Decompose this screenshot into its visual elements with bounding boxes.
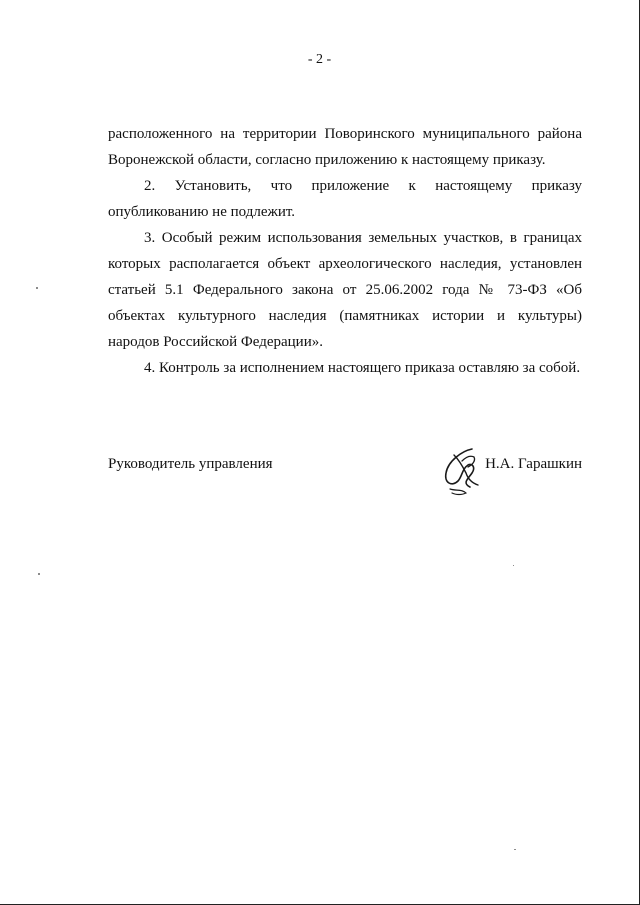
scan-speck [38,573,40,575]
scan-speck [36,287,38,289]
signatory-name: Н.А. Гарашкин [485,456,582,472]
paragraph-4: 4. Контроль за исполнением настоящего приказа оставляю за собой. [144,360,581,376]
signatory-title: Руководитель управления [108,456,273,472]
scan-speck [513,565,514,566]
page-number: - 2 - [307,52,332,67]
document-body [108,121,582,381]
paragraph-2: 2. Установить, что приложение к настоящему приказу опубликованию не подлежит. [108,178,582,220]
paragraph-3: 3. Особый режим использования земельных участков, в границах которых располагается объект археологического наследия, установлен статьей 5.1 Федерального закона от 25.06.2002 года № 73-ФЗ «Об объектах культурного наследия (памятниках истории и культуры) народов Российской Федерации». [108,230,582,350]
paragraph-continuation: расположенного на территории Поворинского муниципального района Воронежской области, согласно приложению к настоящему приказу. [108,126,582,168]
handwritten-signature [432,443,488,499]
signature-block [108,453,582,503]
scan-speck [514,849,516,850]
